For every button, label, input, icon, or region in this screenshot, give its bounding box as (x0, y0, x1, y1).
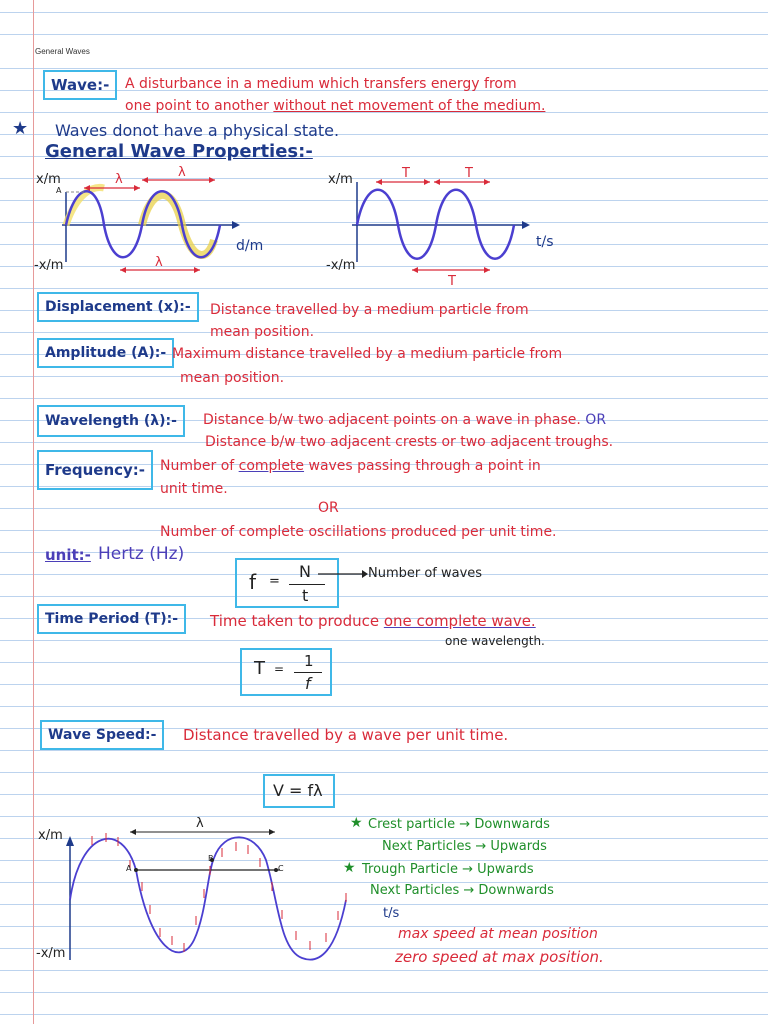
graph1-amp-label: A (56, 186, 62, 195)
star-icon: ★ (12, 118, 29, 139)
wavelength-line1-text: Distance b/w two adjacent points on a wave in phase. (203, 412, 581, 428)
graph3-ylabel-top: x/m (38, 828, 63, 843)
graph2-period3: T (448, 274, 456, 289)
graph2-ylabel-bottom: -x/m (326, 258, 356, 273)
wave-definition-line2b: without net movement of the medium. (273, 98, 546, 114)
arrow-right-icon (269, 829, 275, 835)
frequency-term-box: Frequency:- (37, 450, 153, 490)
speed-formula-text: V = fλ (273, 781, 323, 800)
time-period-line1b: one complete wave. (383, 612, 536, 630)
period-formula-num: 1 (304, 652, 314, 670)
displacement-line2: mean position. (210, 324, 315, 340)
graph2-ylabel-top: x/m (328, 172, 353, 187)
frequency-line3: Number of complete oscillations produced per unit time. (160, 524, 557, 540)
amplitude-term-box: Amplitude (A):- (37, 338, 174, 368)
frequency-line2: unit time. (160, 481, 228, 497)
graph2-period2: T (465, 166, 473, 181)
time-period-note: one wavelength. (445, 634, 545, 648)
freq-formula-den: t (302, 586, 309, 605)
graph3-lambda: λ (196, 816, 204, 831)
amplitude-line1: Maximum distance travelled by a medium particle from (172, 346, 563, 362)
frequency-or: OR (318, 500, 339, 516)
freq-formula-note: Number of waves (368, 566, 483, 581)
star-icon: ★ (350, 815, 363, 831)
particle-note-line3: Trough Particle → Upwards (362, 862, 534, 877)
freq-formula-lhs: f (249, 570, 257, 594)
particle-note-line2: Next Particles → Upwards (382, 839, 547, 854)
amplitude-line2: mean position. (180, 370, 285, 386)
graph3-xlabel: t/s (383, 906, 400, 921)
wavelength-term-box: Wavelength (λ):- (37, 405, 185, 437)
wave-definition-line2a: one point to another (125, 98, 274, 114)
period-formula-eq: = (274, 662, 285, 676)
graph3-point-a: A (126, 864, 132, 873)
particle-note-line6: zero speed at max position. (395, 948, 604, 966)
period-formula-den: f (305, 674, 311, 693)
wavelength-or: OR (585, 412, 607, 428)
arrow-left-icon (130, 829, 136, 835)
graph1-lambda2: λ (178, 165, 186, 180)
page-header: General Waves (35, 47, 90, 56)
unit-label: unit:- (45, 546, 91, 564)
particle-arrows (92, 833, 346, 952)
graph1-lambda3: λ (155, 255, 163, 270)
graph1-lambda1: λ (115, 172, 123, 187)
particle-note-line1: Crest particle → Downwards (368, 817, 550, 832)
wavelength-line2: Distance b/w two adjacent crests or two adjacent troughs. (205, 434, 614, 450)
graph3-point-b: B (208, 854, 214, 863)
graph3-ylabel-bottom: -x/m (36, 946, 66, 961)
freq-formula-num: N (299, 562, 311, 581)
point-a-dot (134, 868, 138, 872)
wave-definition-line1: A disturbance in a medium which transfers energy from (125, 76, 517, 92)
physical-state-note: Waves donot have a physical state. (55, 121, 340, 140)
graph2-period1: T (402, 166, 410, 181)
graph1-ylabel-bottom: -x/m (34, 258, 64, 273)
time-period-term-box: Time Period (T):- (37, 604, 186, 634)
freq-formula-eq: = (269, 574, 280, 589)
frequency-line1a: Number of (160, 458, 239, 474)
graph3-point-c: C (278, 864, 284, 873)
wave-speed-line1: Distance travelled by a wave per unit time. (183, 726, 509, 744)
particle-note-line4: Next Particles → Downwards (370, 883, 554, 898)
period-formula-lhs: T (254, 658, 265, 679)
displacement-term-box: Displacement (x):- (37, 292, 199, 322)
unit-value: Hertz (Hz) (98, 544, 185, 564)
star-icon: ★ (343, 860, 356, 876)
wave-speed-term-box: Wave Speed:- (40, 720, 164, 750)
displacement-line1: Distance travelled by a medium particle from (210, 302, 529, 318)
graph2-xlabel: t/s (536, 234, 554, 250)
graph1-xlabel: d/m (236, 238, 264, 254)
wave-term-box: Wave:- (43, 70, 117, 100)
time-period-line1a: Time taken to produce (210, 612, 384, 630)
graph1-ylabel-top: x/m (36, 172, 61, 187)
frequency-line1b: complete (238, 458, 305, 474)
properties-heading: General Wave Properties:- (45, 141, 313, 162)
arrow-up-icon (66, 836, 74, 846)
frequency-line1c: waves passing through a point in (304, 458, 541, 474)
particle-note-line5: max speed at mean position (398, 926, 598, 942)
